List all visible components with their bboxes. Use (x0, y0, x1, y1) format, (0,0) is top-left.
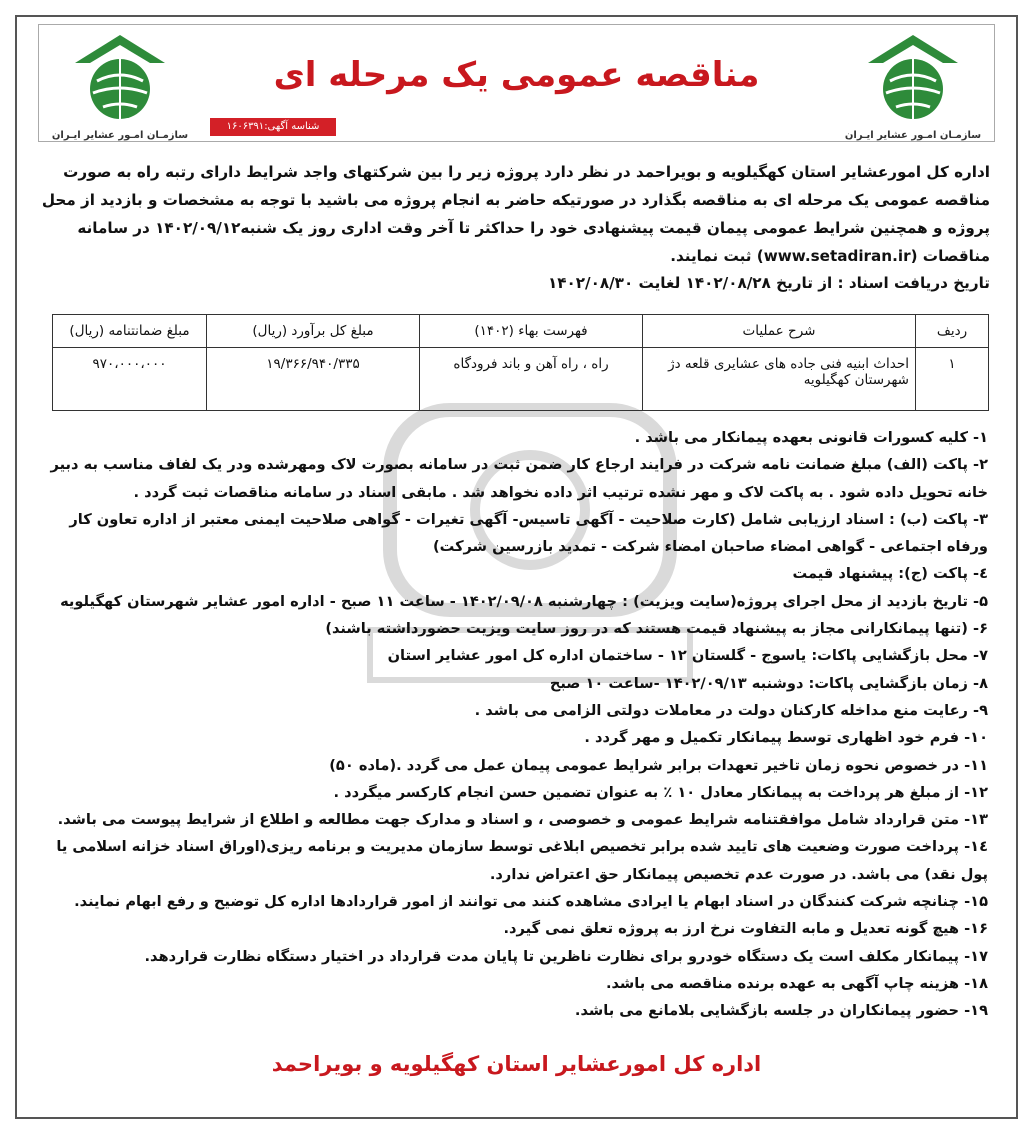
cell-guarantee: ۹۷۰،۰۰۰،۰۰۰ (53, 348, 207, 411)
list-item: ۱۵- چنانچه شرکت کنندگان در اسناد ابهام یا ایرادی مشاهده کنند می توانند از امور قراردادها اداره کل توضیح و رفع ابهام نمایند. (74, 893, 988, 911)
cell-price-list: راه ، راه آهن و باند فرودگاه (420, 348, 643, 411)
org-name-left: سازمـان امـور عشایر ایـران (51, 130, 189, 141)
list-item: ۵- تاریخ بازدید از محل اجرای پروژه(سایت ویزیت) : چهارشنبه ۱۴۰۲/۰۹/۰۸ - ساعت ۱۱ صبح - اداره امور عشایر شهرستان کهگیلویه (60, 592, 988, 610)
footer-organization: اداره کل امورعشایر استان کهگیلویه و بویراحمد (271, 1052, 762, 1076)
cell-row-number: ۱ (916, 348, 989, 411)
page-title: مناقصه عمومی یک مرحله ای (273, 55, 760, 95)
list-item: ۱۹- حضور پیمانکاران در جلسه بازگشایی بلامانع می باشد. (574, 1002, 988, 1020)
document-dates: تاریخ دریافت اسناد : از تاریخ ۱۴۰۲/۰۸/۲۸ لغایت ۱۴۰۲/۰۸/۳۰ (547, 274, 990, 292)
col-header-row-number: ردیف (916, 315, 989, 348)
list-item: ۳- پاکت (ب) : اسناد ارزیابی شامل (کارت صلاحیت - آگهی تاسیس- آگهی تغیرات - گواهی صلاحیت ایمنی معتبر از اداره تعاون کار ورفاه اجتماعی - گواهی امضاء صاحبان امضاء شرکت - تمدید بازرسین شرکت) (69, 510, 988, 556)
list-item: ۱- کلیه کسورات قانونی بعهده پیمانکار می باشد . (634, 429, 988, 446)
cell-estimate: ۱۹/۳۶۶/۹۴۰/۳۳۵ (207, 348, 420, 411)
intro-text: اداره کل امورعشایر استان کهگیلویه و بویراحمد در نظر دارد پروژه زیر را بین شرکتهای واجد شرایط دارای رتبه راه به صورت مناقصه عمومی یک مرحله ای به مناقصه بگذارد در صورتیکه حاضر به انجام پروژه می باشید با توجه به مشخصات و بازدید از محل پروژه و همچنین شرایط عمومی پیمان قیمت پیشنهادی خود را حداکثر تا آخر وقت اداری روز یک شنبه۱۴۰۲/۰۹/۱۲ در سامانه مناقصات (www.setadiran.ir) ثبت نمایند. (41, 163, 990, 265)
list-item: ٤- پاکت (ج): پیشنهاد قیمت (792, 565, 988, 583)
list-item: ۱٤- پرداخت صورت وضعیت های تایید شده برابر تخصیص ابلاغی توسط سازمان مدیریت و برنامه ریزی(اوراق اسناد خزانه اسلامی یا پول نقد) می باشد. در صورت عدم تخصیص پیمانکار حق اعتراض ندارد. (56, 838, 988, 883)
header (38, 24, 995, 142)
table-row (53, 348, 989, 411)
list-item: ۱۸- هزینه چاپ آگهی به عهده برنده مناقصه می باشد. (605, 974, 988, 992)
col-header-estimate: مبلغ کل برآورد (ریال) (207, 315, 420, 348)
col-header-operation: شرح عملیات (643, 315, 916, 348)
list-item: ۲- پاکت (الف) مبلغ ضمانت نامه شرکت در فرایند ارجاع کار ضمن ثبت در سامانه بصورت لاک ومهرشده ودر یک لفاف مناسب به دبیر خانه تحویل داده شود . به پاکت لاک و مهر نشده ترتیب اثر داده نخواهد شد . مابقی اسناد در سامانه مناقصات ثبت گردد . (50, 456, 988, 501)
list-item: ۱۷- پیمانکار مکلف است یک دستگاه خودرو برای نظارت ناظرین تا پایان مدت قرارداد در اختیار دستگاه نظارت قراردهد. (144, 947, 988, 965)
list-item: ۱۲- از مبلغ هر پرداخت به پیمانکار معادل ۱۰ ٪ به عنوان تضمین حسن انجام کارکسر میگردد . (333, 783, 988, 801)
list-item: ۱۱- در خصوص نحوه زمان تاخیر تعهدات برابر شرایط عمومی پیمان عمل می گردد .(ماده ۵۰) (329, 756, 988, 774)
col-header-guarantee: مبلغ ضمانتنامه (ریال) (53, 315, 207, 348)
list-item: ۱۳- متن قرارداد شامل موافقتنامه شرایط عمومی و خصوصی ، و اسناد و مدارک جهت مطالعه و اطلاع از شرایط پیوست می باشد. (57, 811, 988, 829)
col-header-price-list: فهرست بهاء (۱۴۰۲) (420, 315, 643, 348)
list-item: ۱۶- هیچ گونه تعدیل و مابه التفاوت نرخ ارز به پروژه تعلق نمی گیرد. (503, 920, 988, 938)
list-item: ۹- رعایت منع مداخله کارکنان دولت در معاملات دولتی الزامی می باشد . (474, 701, 988, 719)
projects-table (52, 314, 989, 411)
ad-id-badge: شناسه آگهی:۱۶۰۶۳۹۱ (210, 118, 336, 136)
conditions-list (30, 424, 988, 1025)
list-item: ۱۰- فرم خود اظهاری توسط پیمانکار تکمیل و مهر گردد . (584, 729, 988, 747)
org-name-right: سازمـان امـور عشایر ایـران (844, 130, 982, 141)
list-item: ۸- زمان بازگشایی پاکات: دوشنبه ۱۴۰۲/۰۹/۱۳ -ساعت ۱۰ صبح (549, 674, 988, 692)
list-item: ۶- (تنها پیمانکارانی مجاز به پیشنهاد قیمت هستند که در روز سایت ویزیت حضورداشته باشند) (325, 620, 988, 638)
cell-operation: احداث ابنیه فنی جاده های عشایری قلعه دژ شهرستان کهگیلویه (643, 348, 916, 411)
list-item: ۷- محل بازگشایی پاکات: یاسوج - گلستان ۱۲ - ساختمان اداره کل امور عشایر استان (387, 647, 988, 665)
intro-section (30, 158, 990, 302)
table-header-row (53, 315, 989, 348)
